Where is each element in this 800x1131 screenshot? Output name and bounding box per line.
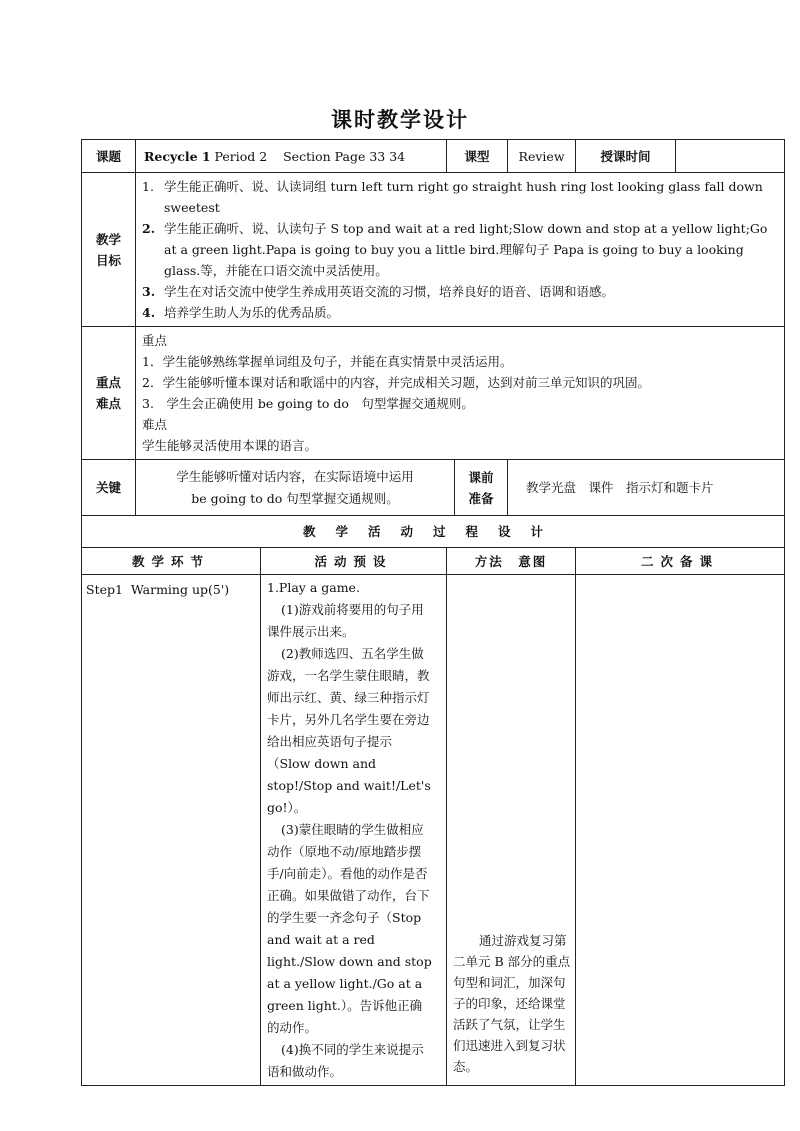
- page-title: 课时教学设计: [331, 108, 469, 132]
- key-text-1: 学生能够听懂对话内容，在实际语境中运用: [176, 468, 414, 484]
- time-value: [676, 140, 785, 173]
- objective-num: 2.: [142, 221, 156, 236]
- objectives-list: [136, 173, 785, 327]
- method-text: 通过游戏复习第二单元 B 部分的重点句型和词汇，加深句子的印象，还给课堂活跃了气氛，让学生们迅速进入到复习状态。: [453, 933, 571, 1074]
- prep-label: [455, 460, 508, 516]
- step1-second-prep: [576, 575, 785, 1086]
- topic-row: [82, 140, 785, 173]
- objective-item: [142, 302, 776, 323]
- difficulty-text: 学生能够灵活使用本课的语言。: [142, 438, 318, 453]
- activity-line: 1.Play a game.: [267, 580, 360, 595]
- objective-item: [142, 281, 776, 302]
- prep-text: 教学光盘 课件 指示灯和题卡片: [508, 460, 785, 516]
- objectives-row: [82, 173, 785, 327]
- step1-activity: [261, 575, 447, 1086]
- objective-text: 学生能正确听、说、认读词组 turn left turn right go straight hush ring lost looking glass fall down sweetest: [164, 179, 763, 215]
- objective-num: 3.: [142, 284, 156, 299]
- key-text-2: be going to do 句型掌握交通规则。: [191, 490, 399, 506]
- topic-label: 课题: [82, 140, 136, 173]
- type-label: 课型: [447, 140, 508, 173]
- key-text: [136, 460, 455, 516]
- focus-item: 1．学生能够熟练掌握单词组及句子，并能在真实情景中灵活运用。: [142, 354, 513, 369]
- column-header-method: 方法 意图: [447, 548, 576, 575]
- time-label: 授课时间: [576, 140, 676, 173]
- key-row: [82, 460, 785, 516]
- objective-item: [142, 218, 776, 281]
- activity-line: (1)游戏前将要用的句子用课件展示出来。: [267, 602, 424, 639]
- focus-item: 2．学生能够听懂本课对话和歌谣中的内容，并完成相关习题，达到对前三单元知识的巩固。: [142, 375, 650, 390]
- focus-item: 3. 学生会正确使用 be going to do 句型掌握交通规则。: [142, 396, 474, 411]
- keypoints-label-2: 难点: [95, 396, 121, 411]
- activities-title: 教学活动过程设计: [82, 516, 785, 548]
- objective-num: 1.: [142, 179, 154, 194]
- activity-line: (3)蒙住眼睛的学生做相应动作（原地不动/原地踏步摆手/向前走）。看他的动作是否正确。如果做错了动作，台下的学生要一齐念句子（Stop and wait at a red light./Slow down and stop at a yellow light./Go at a green light.）。告诉他正确的动作。: [267, 822, 432, 1035]
- column-header-step: 教学环节: [82, 548, 261, 575]
- objective-text: 培养学生助人为乐的优秀品质。: [164, 305, 340, 320]
- focus-title: 重点: [142, 333, 168, 348]
- key-label: 关键: [82, 460, 136, 516]
- column-header-activity: 活动预设: [261, 548, 447, 575]
- objective-text: 学生在对话交流中使学生养成用英语交流的习惯，培养良好的语音、语调和语感。: [164, 284, 615, 299]
- keypoints-label-1: 重点: [95, 375, 121, 390]
- topic-value-bold: Recycle 1: [144, 148, 211, 164]
- column-header-second-prep: 二次备课: [576, 548, 785, 575]
- topic-value-rest: Period 2 Section Page 33 34: [210, 148, 406, 164]
- step1-row: [82, 575, 785, 1086]
- keypoints-row: [82, 327, 785, 460]
- difficulty-title: 难点: [142, 417, 168, 432]
- objective-item: [142, 176, 776, 218]
- keypoints-label: [82, 327, 136, 460]
- type-value: Review: [508, 140, 576, 173]
- objectives-label: [82, 173, 136, 327]
- activity-line: (2)教师选四、五名学生做游戏，一名学生蒙住眼睛，教师出示红、黄、绿三种指示灯卡片，另外几名学生要在旁边给出相应英语句子提示（Slow down and stop!/Stop and wait!/Let's go!）。: [267, 646, 431, 815]
- step1-name: Step1 Warming up(5'): [82, 575, 261, 1086]
- columns-row: [82, 548, 785, 575]
- activities-title-row: [82, 516, 785, 548]
- prep-label-2: 准备: [468, 490, 494, 506]
- lesson-plan-table: [81, 139, 785, 1086]
- objective-num: 4.: [142, 305, 156, 320]
- objectives-label-1: 教学: [95, 231, 121, 247]
- keypoints-content: [136, 327, 785, 460]
- step1-method: [447, 575, 576, 1086]
- activity-line: (4)换不同的学生来说提示语和做动作。: [267, 1042, 424, 1079]
- objective-text: 学生能正确听、说、认读句子 S top and wait at a red light;Slow down and stop at a yellow light;Go at a green light.Papa is going to buy you a little bird.理解句子 Papa is going to buy a looking glass.等，并能在口语交流中灵活使用。: [164, 221, 768, 278]
- objectives-label-2: 目标: [95, 252, 121, 268]
- prep-label-1: 课前: [468, 469, 494, 485]
- topic-value: [136, 140, 447, 173]
